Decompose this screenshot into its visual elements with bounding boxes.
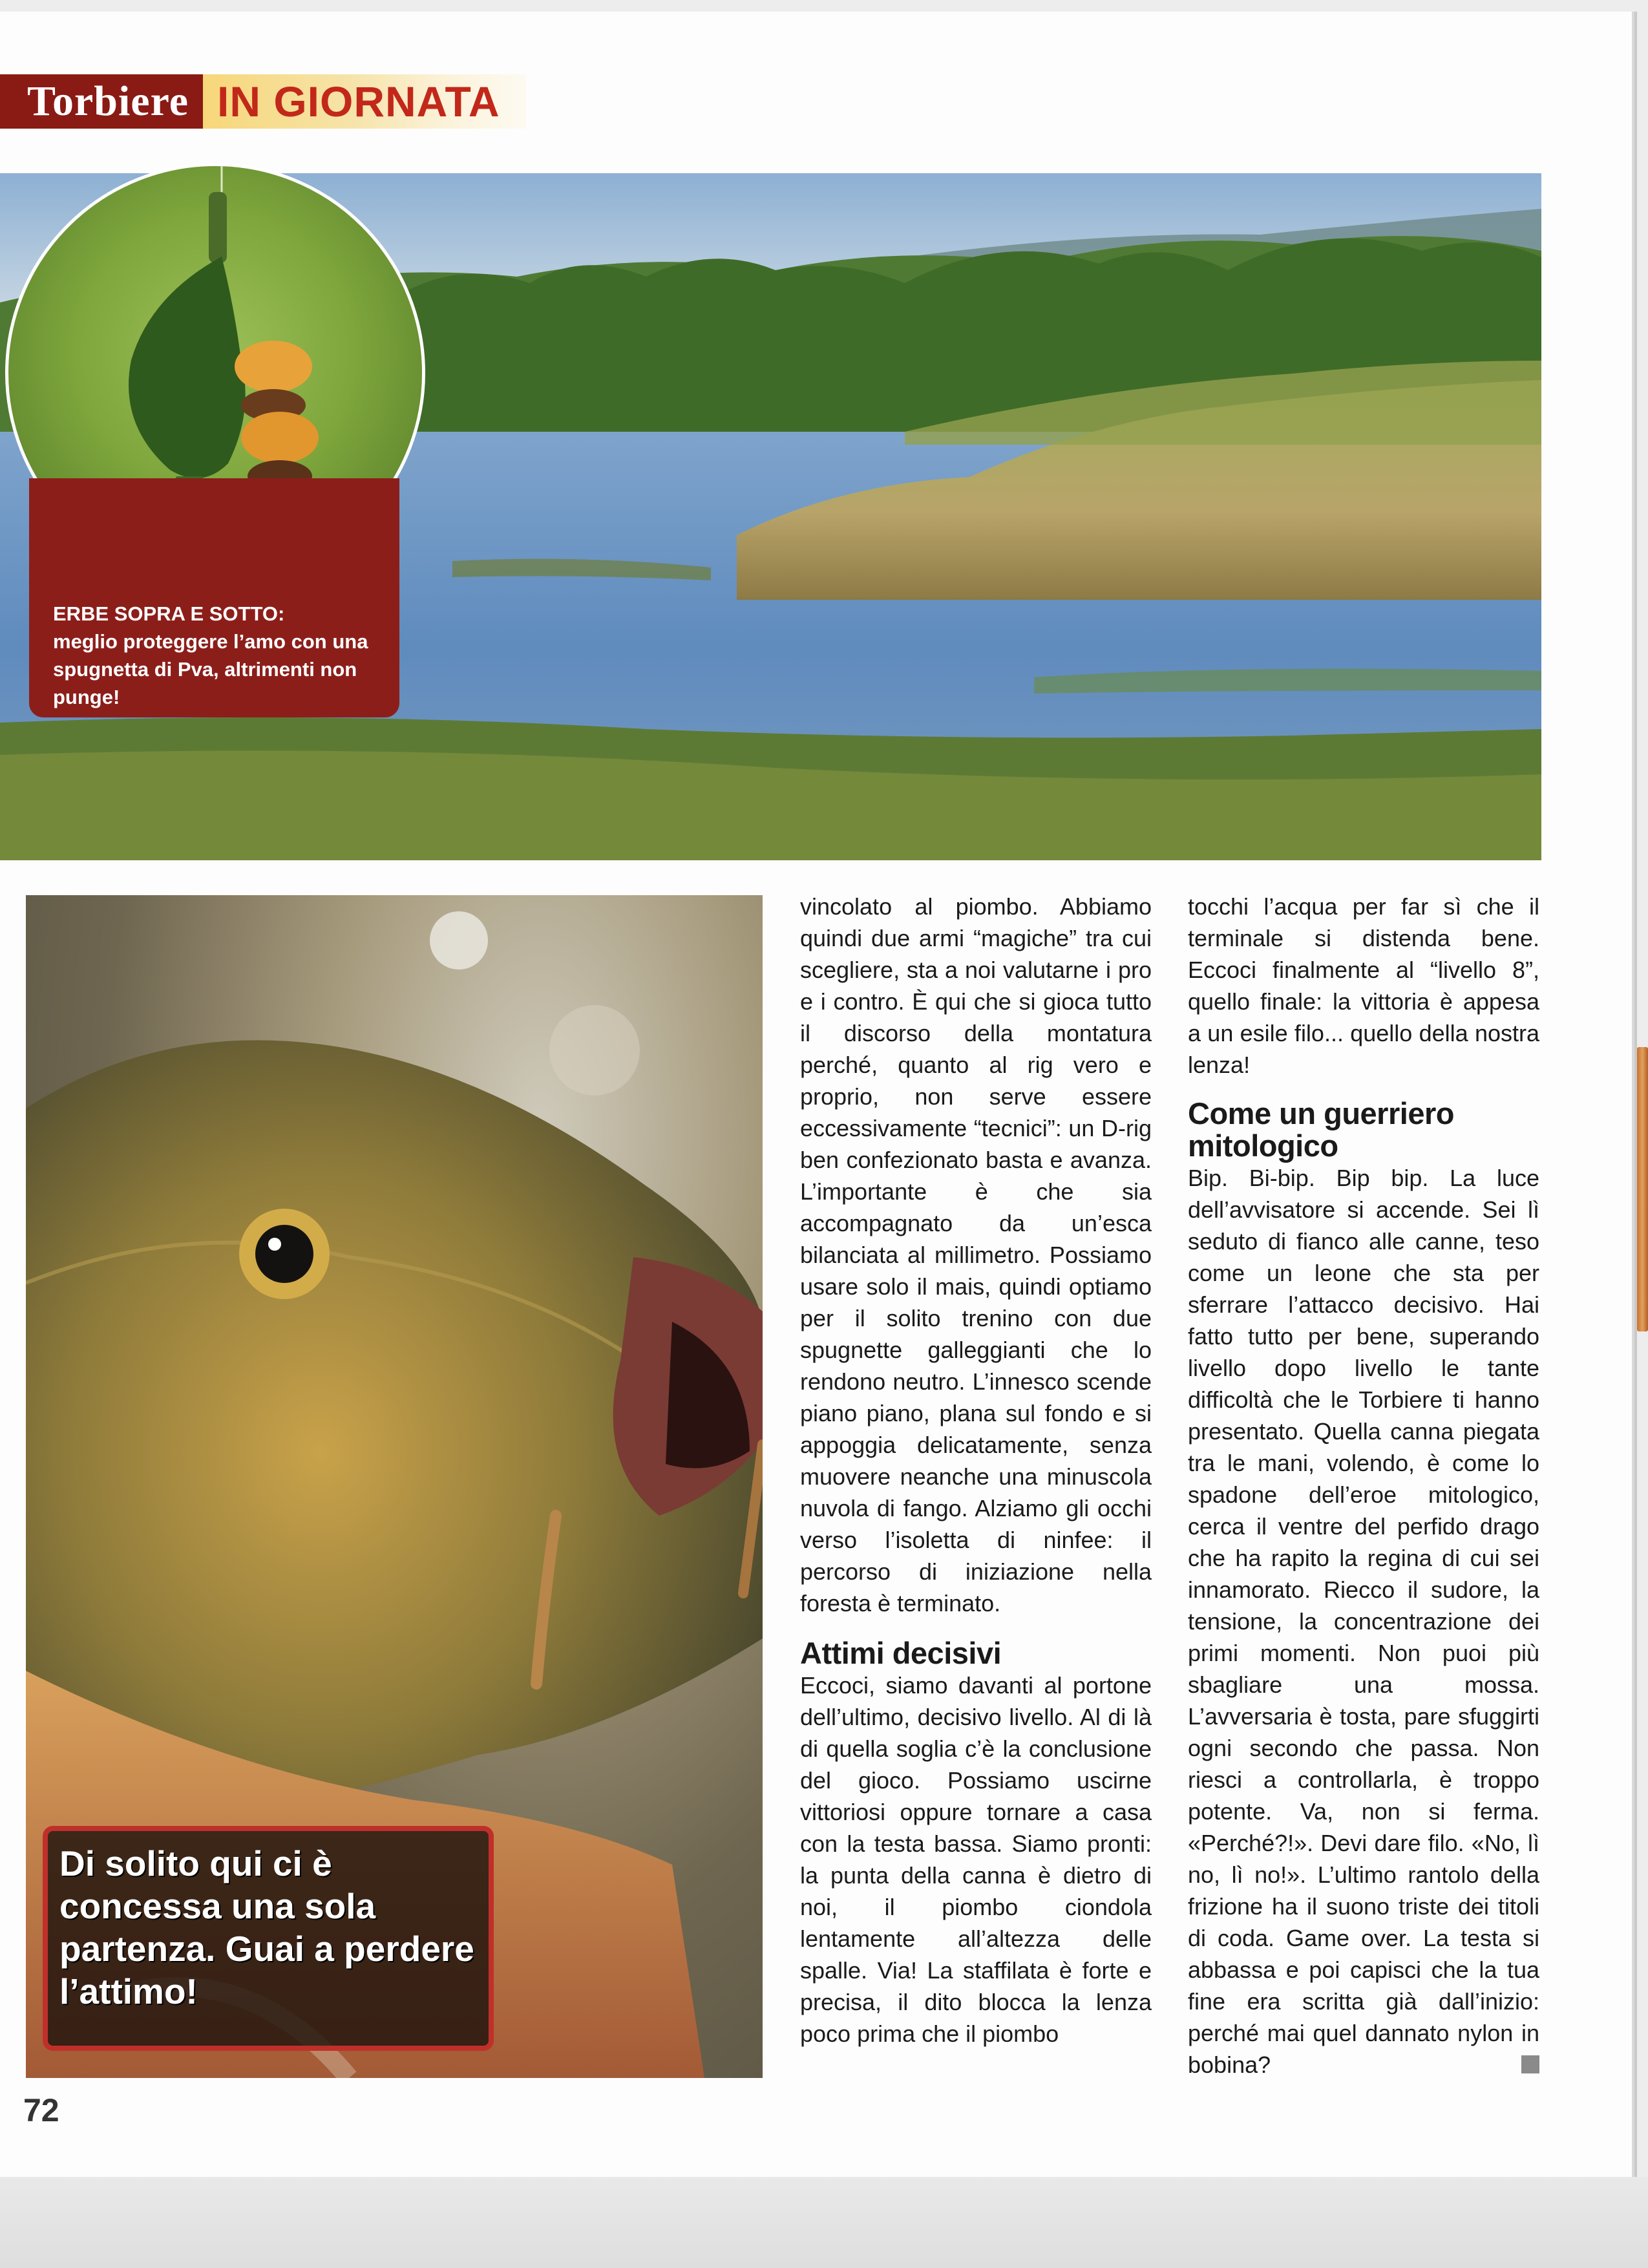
inset-caption-heading: ERBE SOPRA E SOTTO: [53, 602, 285, 625]
section-header [0, 74, 526, 129]
inset-caption-body: meglio proteggere l’amo con una spugnetta di Pva, altrimenti non punge! [53, 630, 368, 708]
text-column-3 [1188, 891, 1539, 2081]
page-number: 72 [23, 2092, 59, 2128]
heading-attimi-decisivi: Attimi decisivi [800, 1636, 1002, 1670]
column3-paragraph-2-text: Bip. Bi-bip. Bip bip. La luce dell’avvisatore si accende. Sei lì seduto di fianco alle canne, teso come un leone che sta per sferrare l’attacco decisivo. Hai fatto tutto per bene, superando livello dopo livello le tante difficoltà che le Torbiere ti hanno presentato. Quella canna piegata tra le mani, volendo, è come lo spadone dell’eroe mitologico, cerca il ventre del perfido drago che ha rapito la regina di cui sei innamorato. Riecco il sudore, la tensione, la concentrazione dei primi momenti. Non puoi più sbagliare una mossa. L’avversaria è tosta, pare sfuggirti ogni secondo che passa. Non riesci a controllarla, è troppo potente. Va, non si ferma. «Perché?!». Devi dare filo. «No, lì no, lì no!». L’ultimo rantolo della frizione ha il suono triste dei titoli di coda. Game over. La testa si abbassa e poi capisci che la tua fine era scritta già dall’inizio: perché mai quel dannato nylon in bobina? [1188, 1165, 1539, 2078]
column2-paragraph-2: Eccoci, siamo davanti al portone dell’ultimo, decisivo livello. Al di là di quella soglia c’è la conclusione del gioco. Possiamo uscirne vittoriosi oppure tornare a casa con la testa bassa. Siamo pronti: la punta della canna è dietro di noi, il piombo ciondola lentamente all’altezza delle spalle. Via! La staffilata è forte e precisa, il dito blocca la lenza poco prima che il piombo [800, 1672, 1152, 2047]
text-column-2 [800, 891, 1152, 2050]
next-page-edge [1637, 1047, 1648, 1331]
scan-margin [0, 2177, 1648, 2268]
section-label: Torbiere [0, 74, 203, 129]
inset-caption [53, 600, 389, 711]
section-title: IN GIORNATA [203, 74, 526, 129]
column2-paragraph-1: vincolato al piombo. Abbiamo quindi due armi “magiche” tra cui scegliere, sta a noi valutarne i pro e i contro. È qui che si gioca tutto il discorso della montatura perché, quanto al rig vero e proprio, non serve essere eccessivamente “tecnici”: un D-rig ben confezionato basta e avanza. L’importante è che sia accompagnato da un’esca bilanciata al millimetro. Possiamo usare solo il mais, quindi optiamo per il solito trenino con due spugnette galleggianti che lo rendono neutro. L’innesco scende piano piano, plana sul fondo e si appoggia delicatamente, senza muovere neanche una minuscola nuvola di fango. Alziamo gli occhi verso l’isoletta di ninfee: il percorso di iniziazione nella foresta è terminato. [800, 893, 1152, 1616]
end-of-article-mark [1521, 2055, 1539, 2073]
column3-paragraph-2 [1188, 1162, 1539, 2081]
heading-guerriero-mitologico: Come un guerriero mitologico [1188, 1096, 1454, 1163]
pull-quote: Di solito qui ci è concessa una sola partenza. Guai a perdere l’attimo! [59, 1843, 474, 2011]
column3-paragraph-1: tocchi l’acqua per far sì che il terminale si distenda bene. Eccoci finalmente al “livello 8”, quello finale: la vittoria è appesa a un esile filo... quello della nostra lenza! [1188, 893, 1539, 1078]
